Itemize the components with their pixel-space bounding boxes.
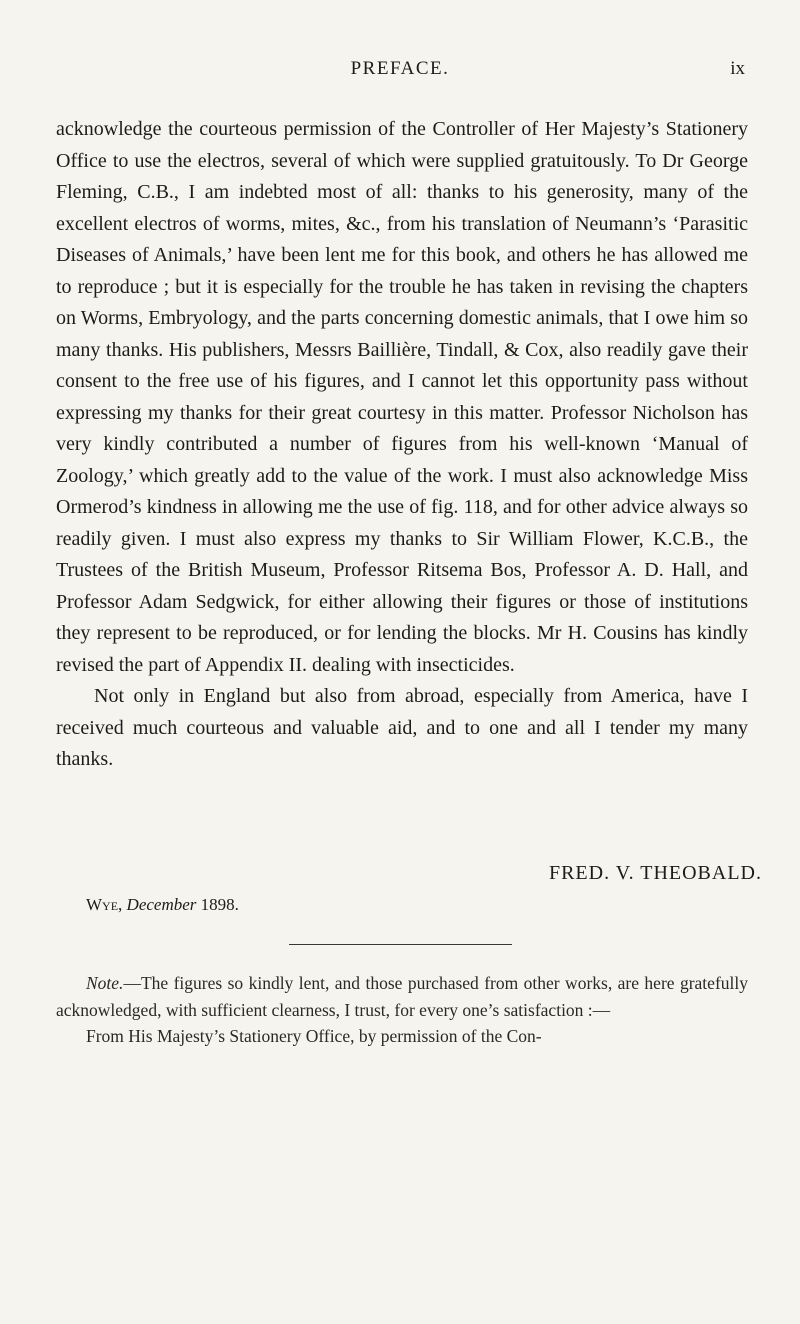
note-text: —The figures so kindly lent, and those purchased from other works, are here gratefully acknowledged, with sufficient clearness, I trust, for every one’s satisfaction :— (56, 973, 748, 1020)
place: Wye, (86, 895, 123, 914)
author-signature: FRED. V. THEOBALD. (548, 862, 762, 884)
note-continuation: From His Majesty’s Stationery Office, by permission of the Con- (86, 1026, 542, 1046)
note-section (56, 970, 748, 1050)
place-date (86, 895, 239, 915)
section-divider (289, 944, 512, 945)
date-year: 1898. (200, 895, 239, 914)
note-paragraph (56, 970, 748, 1023)
preface-body (56, 114, 748, 776)
page-number: ix (730, 58, 745, 79)
running-title: PREFACE. (350, 58, 450, 79)
note-label: Note. (86, 973, 124, 993)
paragraph-acknowledgements: acknowledge the courteous permission of the Controller of Her Majesty’s Stationery Office to use the electros, several of which were supplied gratuitously. To Dr George Fleming, C.B., I am indebted most of all: thanks to his generosity, many of the excellent electros of worms, mites, &c., from his translation of Neumann’s ‘Parasitic Diseases of Animals,’ have been lent me for this book, and others he has allowed me to reproduce ; but it is especially for the trouble he has taken in revising the chapters on Worms, Embryology, and the parts concerning domestic animals, that I owe him so many thanks. His publishers, Messrs Baillière, Tindall, & Cox, also readily gave their consent to the free use of his figures, and I cannot let this opportunity pass without expressing my thanks for their great courtesy in this matter. Professor Nicholson has very kindly contributed a number of figures from his well-known ‘Manual of Zoology,’ which greatly add to the value of the work. I must also acknowledge Miss Ormerod’s kindness in allowing me the use of fig. 118, and for other advice always so readily given. I must also express my thanks to Sir William Flower, K.C.B., the Trustees of the British Museum, Professor Ritsema Bos, Professor A. D. Hall, and Professor Adam Sedgwick, for either allowing their figures or those of institutions they represent to be reproduced, or for lending the blocks. Mr H. Cousins has kindly revised the part of Appendix II. dealing with insecticides. (56, 118, 748, 676)
paragraph-thanks: Not only in England but also from abroad, especially from America, have I received much courteous and valuable aid, and to one and all I tender my many thanks. (56, 685, 748, 770)
date-month: December (126, 895, 197, 914)
running-head (0, 54, 800, 84)
